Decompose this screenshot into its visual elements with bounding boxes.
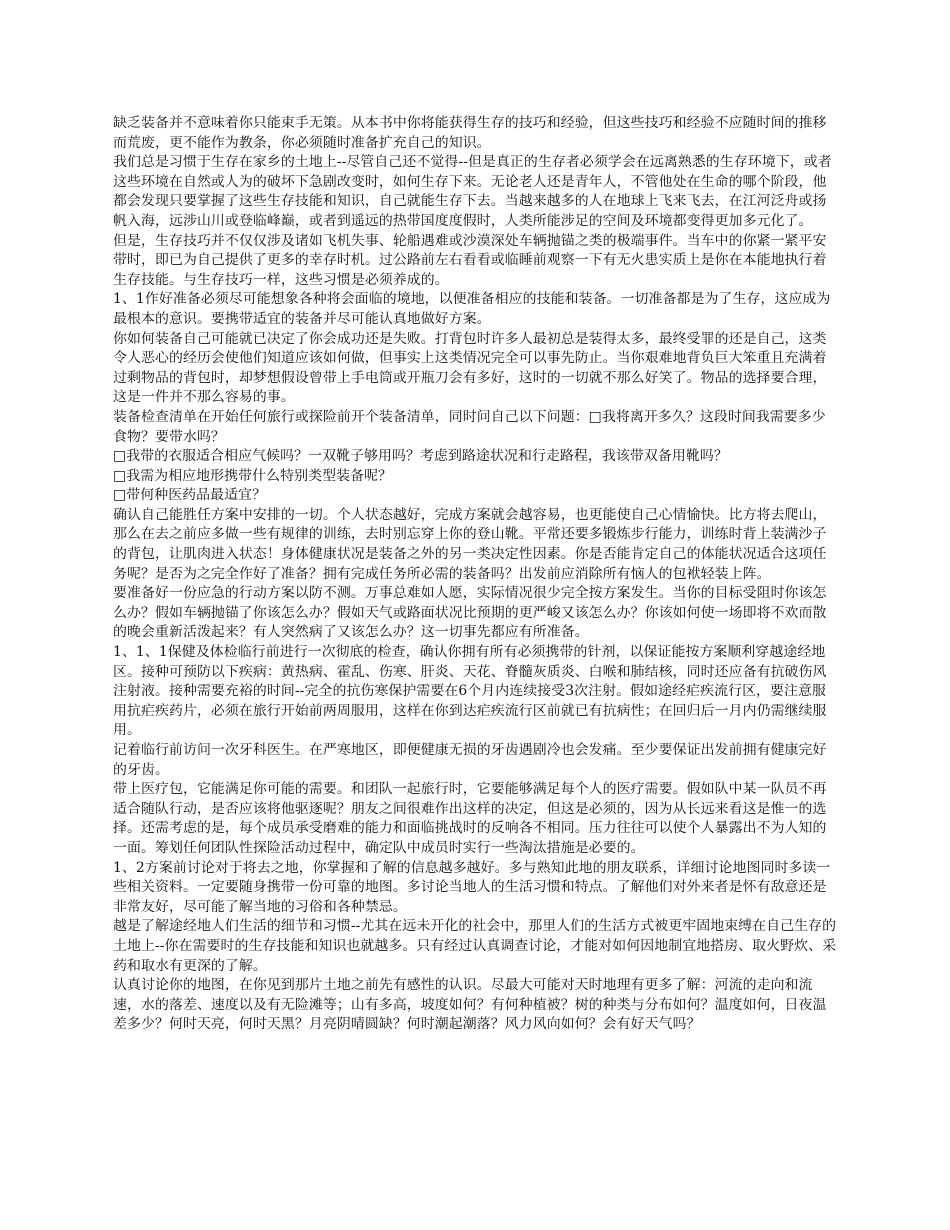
document-body bbox=[113, 114, 839, 1035]
checklist-item-medicine: □带何种医药品最适宜？ bbox=[113, 487, 267, 504]
section-heading-1-1-1: 1、1、1保健及体检临行前进行一次彻底的检查，确认你拥有所有必须携带的针剂，以保证能按方案顺利穿越途经地区。接种可预防以下疾病：黄热病、霍乱、伤寒、肝炎、天花、脊髓灰质炎、白喉和肺结核，同时还应备有抗破伤风注射液。接种需要充裕的时间--完全的抗伤寒保护需要在6个月内连续接受3次注射。假如途经疟疾流行区，要注意服用抗疟疾药片，必须在旅行开始前两周服用，这样在你到达疟疾流行区前就已有抗病性；在回归后一月内仍需继续服用。 bbox=[113, 644, 827, 739]
paragraph-10: 确认自己能胜任方案中安排的一切。个人状态越好，完成方案就会越容易，也更能使自己心情愉快。比方将去爬山，那么在去之前应多做一些有规律的训练，去时别忘穿上你的登山靴。平常还要多锻炼步行能力，训练时背上装满沙子的背包，让肌肉进入状态！身体健康状况是装备之外的另一类决定性因素。你是否能肯定自己的体能状况适合这项任务呢？是否为之完全作好了准备？拥有完成任务所必需的装备吗？出发前应消除所有恼人的包袱轻装上阵。 bbox=[113, 506, 827, 582]
paragraph-16: 越是了解途经地人们生活的细节和习惯--尤其在远未开化的社会中，那里人们的生活方式被更牢固地束缚在自己生存的土地上--你在需要时的生存技能和知识也就越多。只有经过认真调查讨论，才能对如何因地制宜地搭房、取火野炊、采药和取水有更深的了解。 bbox=[113, 918, 837, 974]
paragraph-17: 认真讨论你的地图，在你见到那片土地之前先有感性的认识。尽最大可能对天时地理有更多了解：河流的走向和流速，水的落差、速度以及有无险滩等；山有多高，坡度如何？有何种植被？树的种类与分布如何？温度如何，日夜温差多少？何时天亮，何时天黑？月亮阴晴圆缺？何时潮起潮落？风力风向如何？会有好天气吗？ bbox=[113, 977, 827, 1033]
paragraph-13: 记着临行前访问一次牙科医生。在严寒地区，即便健康无损的牙齿遇剧冷也会发痛。至少要保证出发前拥有健康完好的牙齿。 bbox=[113, 742, 827, 778]
paragraph-14: 带上医疗包，它能满足你可能的需要。和团队一起旅行时，它要能够满足每个人的医疗需要。假如队中某一队员不再适合随队行动，是否应该将他驱逐呢？朋友之间很难作出这样的决定，但这是必须的，因为从长远来看这是惟一的选择。还需考虑的是，每个成员承受磨难的能力和面临挑战时的反响各不相同。压力往往可以使个人暴露出不为人知的一面。筹划任何团队性探险活动过程中，确定队中成员时实行一些淘汰措施是必要的。 bbox=[113, 781, 827, 856]
paragraph-11: 要准备好一份应急的行动方案以防不测。万事总难如人愿，实际情况很少完全按方案发生。当你的目标受阻时你该怎么办？假如车辆抛锚了你该怎么办？假如天气或路面状况比预期的更严峻又该怎么办？你该如何使一场即将不欢而散的晚会重新活泼起来？有人突然病了又该怎么办？这一切事先都应有所准备。 bbox=[113, 585, 827, 641]
checklist-item-clothes: □我带的衣服适合相应气候吗？一双靴子够用吗？考虑到路途状况和行走路程，我该带双备用靴吗？ bbox=[113, 448, 728, 465]
section-heading-1-2: 1、2方案前讨论对于将去之地，你掌握和了解的信息越多越好。多与熟知此地的朋友联系，详细讨论地图同时多读一些相关资料。一定要随身携带一份可靠的地图。多讨论当地人的生活习惯和特点。了解他们对外来者是怀有敌意还是非常友好，尽可能了解当地的习俗和各种禁忌。 bbox=[113, 859, 831, 915]
paragraph-5: 你如何装备自己可能就已决定了你会成功还是失败。打背包时许多人最初总是装得太多，最终受罪的还是自己，这类令人恶心的经历会使他们知道应该如何做，但事实上这类情况完全可以事先防止。当你艰难地背负巨大笨重且充满着过剩物品的背包时，却梦想假设曾带上手电筒或开瓶刀会有多好，这时的一切就不那么好笑了。物品的选择要合理，这是一件并不那么容易的事。 bbox=[113, 330, 827, 406]
checklist-intro: 装备检查清单在开始任何旅行或探险前开个装备清单，同时问自己以下问题：□我将离开多久？这段时间我需要多少食物？要带水吗？ bbox=[113, 408, 826, 445]
section-heading-1-1: 1、1作好准备必须尽可能想象各种将会面临的境地，以便准备相应的技能和装备。一切准备都是为了生存，这应成为最根本的意识。要携带适宜的装备并尽可能认真地做好方案。 bbox=[113, 291, 831, 327]
paragraph-2: 我们总是习惯于生存在家乡的土地上--尽管自己还不觉得--但是真正的生存者必须学会在远离熟悉的生存环境下，或者这些环境在自然或人为的破坏下急剧改变时，如何生存下来。无论老人还是青年人，不管他处在生命的哪个阶段，他都会发现只要掌握了这些生存技能和知识，自己就能生存下去。当越来越多的人在地球上飞来飞去，在江河泛舟或扬帆入海，远涉山川或登临峰巅，或者到遥远的热带国度度假时，人类所能涉足的空间及环境都变得更加多元化了。 bbox=[113, 154, 832, 229]
paragraph-3: 但是，生存技巧并不仅仅涉及诸如飞机失事、轮船遇难或沙漠深处车辆抛锚之类的极端事件。当车中的你紧一紧平安带时，即已为自己提供了更多的幸存时机。过公路前左右看看或临睡前观察一下有无火患实质上是你在本能地执行着生存技能。与生存技巧一样，这些习惯是必须养成的。 bbox=[113, 232, 827, 288]
checklist-item-terrain: □我需为相应地形携带什么特别类型装备呢？ bbox=[113, 467, 393, 484]
paragraph-1: 缺乏装备并不意味着你只能束手无策。从本书中你将能获得生存的技巧和经验，但这些技巧和经验不应随时间的推移而荒废，更不能作为教条，你必须随时准备扩充自己的知识。 bbox=[113, 115, 827, 151]
